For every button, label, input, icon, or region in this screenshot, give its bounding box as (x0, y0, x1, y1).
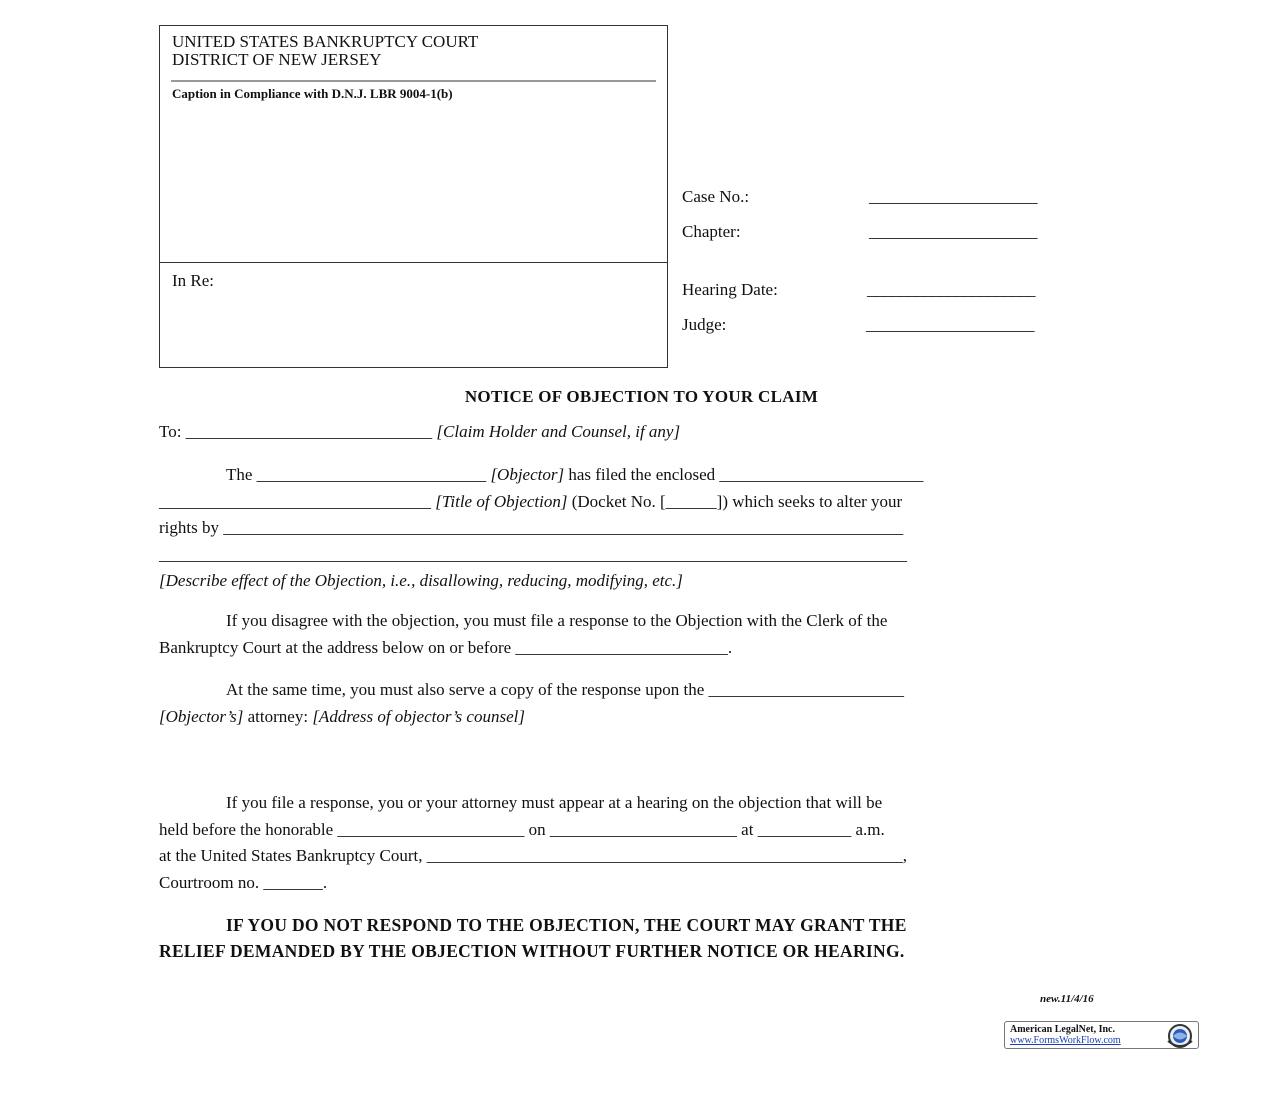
p2-line1: If you disagree with the objection, you must file a response to the Objection with the Clerk of the (226, 611, 888, 630)
caption-rule (171, 80, 656, 82)
warning-line-2: RELIEF DEMANDED BY THE OBJECTION WITHOUT FURTHER NOTICE OR HEARING. (159, 941, 905, 961)
hearing-date-field[interactable]: _____________________ (867, 280, 1035, 299)
paragraph-response (159, 608, 1123, 661)
p4-line4[interactable]: Courtroom no. _______. (159, 872, 328, 892)
p4-line3[interactable]: at the United States Bankruptcy Court, ________________________________________________________, (159, 846, 907, 865)
to-line-hint: [Claim Holder and Counsel, if any] (436, 422, 681, 441)
publisher-name: American LegalNet, Inc. (1010, 1024, 1115, 1035)
attorney-label: attorney: (243, 706, 313, 726)
globe-icon (1162, 1023, 1198, 1049)
chapter-field[interactable]: _____________________ (869, 222, 1037, 241)
in-re-label: In Re: (172, 271, 215, 290)
warning-line-1: IF YOU DO NOT RESPOND TO THE OBJECTION, THE COURT MAY GRANT THE (226, 915, 907, 935)
paragraph-serve (159, 677, 1123, 730)
hearing-date-label: Hearing Date: (682, 280, 778, 299)
to-line-prefix[interactable]: To: _____________________________ (159, 422, 437, 441)
case-no-field[interactable]: _____________________ (869, 187, 1037, 206)
caption-divider (159, 262, 668, 263)
caption-box (159, 25, 668, 368)
judge-label: Judge: (682, 315, 727, 334)
p4-line1: If you file a response, you or your attorney must appear at a hearing on the objection that will be (226, 793, 883, 812)
compliance-note: Caption in Compliance with D.N.J. LBR 9004-1(b) (172, 86, 453, 101)
court-line-2: DISTRICT OF NEW JERSEY (172, 50, 382, 69)
document-title: NOTICE OF OBJECTION TO YOUR CLAIM (464, 387, 819, 406)
title-of-objection-hint: [Title of Objection] (435, 491, 568, 511)
p1-line3[interactable]: rights by ________________________________________________________________________________ (159, 518, 904, 537)
objector-hint: [Objector] (490, 465, 565, 484)
p1-line1-a[interactable]: The ___________________________ (226, 465, 491, 484)
paragraph-hearing (159, 790, 1123, 896)
to-line (159, 419, 1123, 446)
p4-line2[interactable]: held before the honorable ______________________ on ______________________ at ___________ a.m. (159, 819, 885, 839)
chapter-label: Chapter: (682, 222, 741, 241)
p2-line2[interactable]: Bankruptcy Court at the address below on or before _________________________. (159, 637, 733, 657)
warning-notice (159, 912, 1113, 964)
court-line-1: UNITED STATES BANKRUPTCY COURT (172, 32, 479, 51)
revision-date: new.11/4/16 (1040, 993, 1094, 1005)
p1-line2-b[interactable]: (Docket No. [______]) which seeks to alter your (567, 491, 903, 511)
p1-line2-a[interactable]: ________________________________ (159, 491, 436, 511)
describe-effect-hint: [Describe effect of the Objection, i.e., disallowing, reducing, modifying, etc.] (159, 571, 683, 590)
publisher-link[interactable]: www.FormsWorkFlow.com (1010, 1035, 1121, 1046)
judge-field[interactable]: _____________________ (866, 315, 1034, 334)
case-no-label: Case No.: (682, 187, 750, 206)
p3-line1[interactable]: At the same time, you must also serve a copy of the response upon the _______________________ (226, 680, 904, 699)
address-hint: [Address of objector’s counsel] (312, 706, 525, 726)
p1-line1-b[interactable]: has filed the enclosed ________________________ (564, 465, 924, 484)
objectors-hint: [Objector’s] (159, 706, 244, 726)
court-name (172, 33, 478, 69)
paragraph-objection (159, 462, 1123, 595)
p1-line4[interactable]: ________________________________________________________________________________________ (159, 544, 907, 564)
